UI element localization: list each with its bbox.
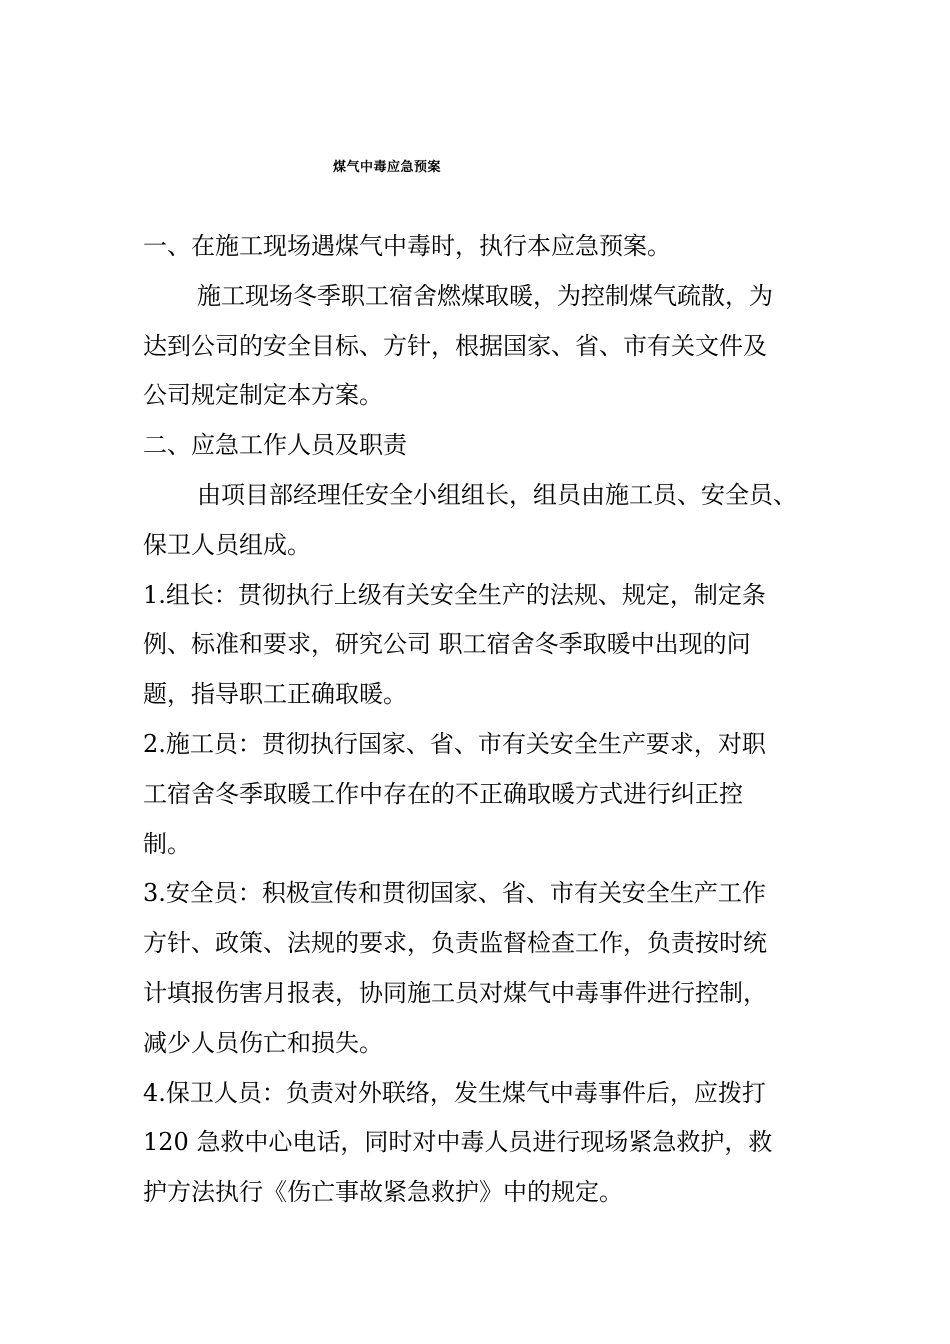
- list-item-line: 方针、政策、法规的要求，负责监督检查工作，负责按时统: [143, 929, 767, 958]
- list-item-line: 工宿舍冬季取暖工作中存在的不正确取暖方式进行纠正控: [143, 779, 743, 808]
- paragraph-line: 公司规定制定本方案。: [143, 381, 383, 410]
- paragraph-line: 施工现场冬季职工宿舍燃煤取暖，为控制煤气疏散，为: [197, 281, 773, 310]
- section-heading-1: 一、在施工现场遇煤气中毒时，执行本应急预案。: [143, 232, 671, 260]
- list-item-line: 3.安全员：积极宣传和贯彻国家、省、市有关安全生产工作: [143, 879, 766, 908]
- document-body: [143, 222, 811, 1218]
- list-item-line: 减少人员伤亡和损失。: [143, 1028, 383, 1057]
- document-title: 煤气中毒应急预案: [333, 160, 442, 175]
- list-item-line: 题，指导职工正确取暖。: [143, 680, 407, 709]
- paragraph-line: 由项目部经理任安全小组组长，组员由施工员、安全员、: [197, 480, 797, 509]
- list-item-line: 护方法执行《伤亡事故紧急救护》中的规定。: [143, 1178, 623, 1207]
- list-item-line: 1.组长：贯彻执行上级有关安全生产的法规、规定，制定条: [143, 580, 766, 609]
- list-item-line: 120 急救中心电话，同时对中毒人员进行现场紧急救护，救: [143, 1128, 773, 1157]
- list-item-line: 2.施工员：贯彻执行国家、省、市有关安全生产要求，对职: [143, 729, 766, 758]
- list-item-line: 例、标准和要求，研究公司 职工宿舍冬季取暖中出现的问: [143, 630, 751, 659]
- list-item-line: 4.保卫人员：负责对外联络，发生煤气中毒事件后，应拨打: [143, 1078, 766, 1107]
- section-heading-2: 二、应急工作人员及职责: [143, 431, 407, 460]
- paragraph-line: 保卫人员组成。: [143, 530, 311, 559]
- list-item-line: 计填报伤害月报表，协同施工员对煤气中毒事件进行控制，: [143, 978, 767, 1007]
- paragraph-line: 达到公司的安全目标、方针，根据国家、省、市有关文件及: [143, 331, 767, 360]
- list-item-line: 制。: [143, 829, 191, 858]
